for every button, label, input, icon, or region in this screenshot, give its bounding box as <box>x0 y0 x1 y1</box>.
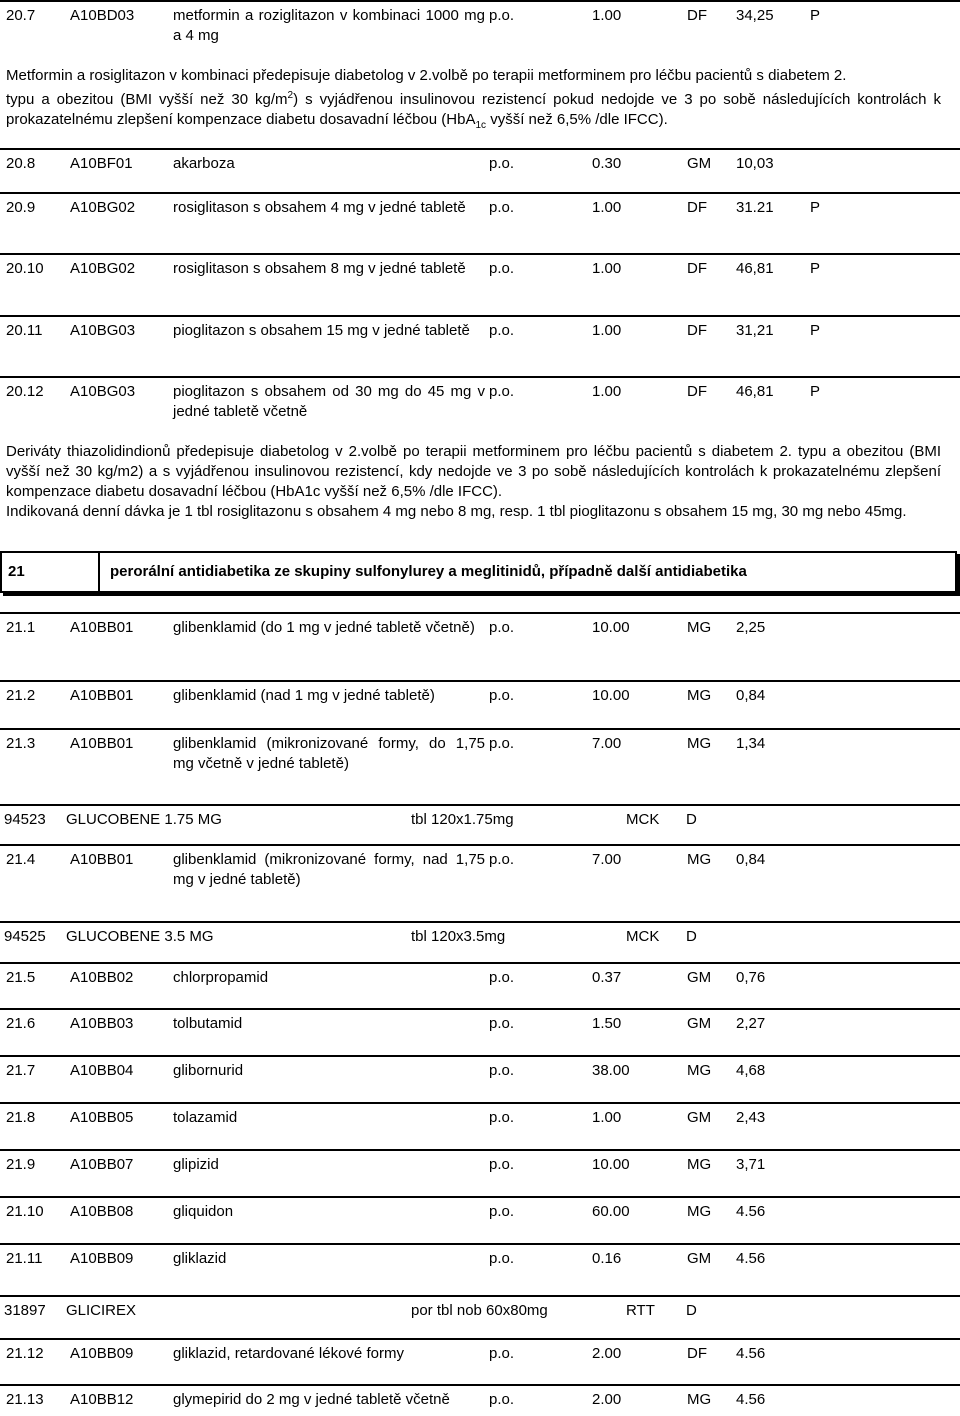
route: p.o. <box>489 322 515 339</box>
note-sup: 2 <box>287 90 294 101</box>
ddd-value: 2.00 <box>592 1391 622 1408</box>
substance-name: glipizid <box>173 1156 219 1173</box>
ddd-value: 7.00 <box>592 851 622 868</box>
note-thiazolidindiones <box>6 442 941 522</box>
table-row <box>0 192 960 242</box>
product-form: por tbl nob 60x80mg <box>411 1302 548 1319</box>
price: 2,25 <box>736 619 766 636</box>
note-text: ) s vyjádřenou insulinovou rezistencí pokud nedojde ve 3 po sobě následujících kontrolách k prokazatelnému zlepšení kompenzace diabetu dosavadní léčbou (HbA <box>6 91 941 128</box>
ddd-unit: GM <box>687 1250 712 1267</box>
substance-name: gliklazid <box>173 1250 227 1267</box>
product-row <box>0 921 960 961</box>
route: p.o. <box>489 969 515 986</box>
note-paragraph: Deriváty thiazolidindionů předepisuje diabetolog v 2.volbě po terapii metforminem pro léčbu pacientů s diabetem 2. typu a obezitou (BMI vyšší než 30 kg/m2) a s vyjádřenou insulinovou rezistencí, kdy nedojde ve 3 po sobě následujících kontrolách k prokazatelnému zlepšení kompenzace diabetu dosavadní léčbou (HbA1c vyšší než 6,5% /dle IFCC). <box>6 443 941 500</box>
price: 2,27 <box>736 1015 766 1032</box>
table-row <box>0 612 960 662</box>
ddd-unit: DF <box>687 1345 707 1362</box>
price: 4.56 <box>736 1250 766 1267</box>
ddd-value: 1.00 <box>592 383 622 400</box>
row-number: 21.2 <box>6 687 36 704</box>
table-row <box>0 253 960 303</box>
row-number: 20.10 <box>6 260 44 277</box>
table-row <box>0 376 960 426</box>
table-row <box>0 1196 960 1236</box>
ddd-unit: MG <box>687 1203 712 1220</box>
row-number: 20.11 <box>6 322 43 339</box>
table-row <box>0 1008 960 1048</box>
table-row <box>0 1149 960 1189</box>
payment-flag: P <box>810 199 821 216</box>
ddd-value: 1.00 <box>592 260 622 277</box>
ddd-unit: MG <box>687 687 712 704</box>
substance-name: metformin a roziglitazon v kombinaci 1000 mg a 4 mg <box>173 7 485 44</box>
price: 4.56 <box>736 1203 766 1220</box>
product-source: MCK <box>626 811 660 828</box>
price: 46,81 <box>736 383 774 400</box>
ddd-unit: MG <box>687 851 712 868</box>
product-row <box>0 804 960 844</box>
route: p.o. <box>489 1109 515 1126</box>
note-paragraph: Indikovaná denní dávka je 1 tbl rosiglitazonu s obsahem 4 mg nebo 8 mg, resp. 1 tbl pioglitazonu s obsahem 15 mg, 30 mg nebo 45mg. <box>6 503 907 520</box>
product-type: D <box>686 811 697 828</box>
section-number: 21 <box>8 563 25 580</box>
row-number: 20.7 <box>6 7 36 24</box>
substance-name: tolazamid <box>173 1109 238 1126</box>
substance-name: pioglitazon s obsahem od 30 mg do 45 mg v jedné tabletě včetně <box>173 383 485 420</box>
row-number: 21.13 <box>6 1391 44 1408</box>
route: p.o. <box>489 199 515 216</box>
atc-code: A10BG03 <box>70 383 136 400</box>
payment-flag: P <box>810 260 821 277</box>
route: p.o. <box>489 1156 515 1173</box>
ddd-unit: MG <box>687 1156 712 1173</box>
row-number: 21.12 <box>6 1345 44 1362</box>
ddd-unit: MG <box>687 1391 712 1408</box>
atc-code: A10BD03 <box>70 7 135 24</box>
price: 0,84 <box>736 851 766 868</box>
atc-code: A10BB09 <box>70 1345 134 1362</box>
atc-code: A10BB01 <box>70 687 134 704</box>
table-row <box>0 1338 960 1378</box>
atc-code: A10BB03 <box>70 1015 134 1032</box>
product-form: tbl 120x1.75mg <box>411 811 514 828</box>
section-title: perorální antidiabetika ze skupiny sulfonylurey a meglitinidů, případně další antidiabetika <box>110 563 747 580</box>
price: 0,84 <box>736 687 766 704</box>
product-name: GLUCOBENE 3.5 MG <box>66 928 214 945</box>
substance-name: glibenklamid (mikronizované formy, do 1,75 mg včetně v jedné tabletě) <box>173 735 485 772</box>
ddd-unit: DF <box>687 199 707 216</box>
substance-name: glibornurid <box>173 1062 244 1079</box>
table-row <box>0 0 960 50</box>
ddd-value: 0.37 <box>592 969 622 986</box>
route: p.o. <box>489 1203 515 1220</box>
substance-name: pioglitazon s obsahem 15 mg v jedné tabletě <box>173 322 470 339</box>
price: 0,76 <box>736 969 766 986</box>
atc-code: A10BG03 <box>70 322 136 339</box>
price: 31,21 <box>736 322 774 339</box>
atc-code: A10BF01 <box>70 155 133 172</box>
atc-code: A10BB08 <box>70 1203 134 1220</box>
product-row <box>0 1295 960 1335</box>
route: p.o. <box>489 735 515 752</box>
substance-name: glibenklamid (do 1 mg v jedné tabletě včetně) <box>173 619 475 636</box>
substance-name: chlorpropamid <box>173 969 269 986</box>
row-number: 20.8 <box>6 155 36 172</box>
product-code: 31897 <box>4 1302 46 1319</box>
atc-code: A10BB07 <box>70 1156 134 1173</box>
product-name: GLICIREX <box>66 1302 137 1319</box>
ddd-value: 0.16 <box>592 1250 622 1267</box>
note-text: typu a obezitou (BMI vyšší než 30 kg/m <box>6 91 288 108</box>
note-metformin <box>6 66 941 136</box>
product-code: 94523 <box>4 811 46 828</box>
table-row <box>0 315 960 365</box>
price: 4.56 <box>736 1345 766 1362</box>
substance-name: rosiglitason s obsahem 4 mg v jedné tabletě <box>173 199 466 216</box>
atc-code: A10BB04 <box>70 1062 134 1079</box>
substance-name: gliquidon <box>173 1203 234 1220</box>
route: p.o. <box>489 851 515 868</box>
product-code: 94525 <box>4 928 46 945</box>
ddd-value: 10.00 <box>592 1156 630 1173</box>
table-row <box>0 962 960 1002</box>
ddd-value: 38.00 <box>592 1062 630 1079</box>
row-number: 21.5 <box>6 969 36 986</box>
section-header <box>0 551 957 593</box>
ddd-value: 2.00 <box>592 1345 622 1362</box>
atc-code: A10BB01 <box>70 735 134 752</box>
ddd-unit: GM <box>687 1015 712 1032</box>
route: p.o. <box>489 1250 515 1267</box>
row-number: 20.12 <box>6 383 44 400</box>
atc-code: A10BB01 <box>70 619 134 636</box>
substance-name: akarboza <box>173 155 235 172</box>
ddd-value: 10.00 <box>592 619 630 636</box>
price: 2,43 <box>736 1109 766 1126</box>
note-text: vyšší než 6,5% /dle IFCC). <box>486 111 668 128</box>
table-row <box>0 680 960 720</box>
ddd-value: 1.00 <box>592 199 622 216</box>
ddd-value: 0.30 <box>592 155 622 172</box>
table-row <box>0 1384 960 1416</box>
route: p.o. <box>489 619 515 636</box>
payment-flag: P <box>810 7 821 24</box>
atc-code: A10BG02 <box>70 260 136 277</box>
ddd-value: 1.00 <box>592 1109 622 1126</box>
row-number: 21.8 <box>6 1109 36 1126</box>
note-sub: 1c <box>475 120 487 131</box>
ddd-unit: MG <box>687 735 712 752</box>
substance-name: rosiglitason s obsahem 8 mg v jedné tabletě <box>173 260 466 277</box>
ddd-unit: DF <box>687 7 707 24</box>
route: p.o. <box>489 383 515 400</box>
price: 46,81 <box>736 260 774 277</box>
atc-code: A10BB12 <box>70 1391 134 1408</box>
row-number: 21.4 <box>6 851 36 868</box>
ddd-value: 1.00 <box>592 322 622 339</box>
row-number: 21.11 <box>6 1250 43 1267</box>
substance-name: tolbutamid <box>173 1015 243 1032</box>
route: p.o. <box>489 687 515 704</box>
ddd-unit: DF <box>687 383 707 400</box>
ddd-value: 7.00 <box>592 735 622 752</box>
price: 3,71 <box>736 1156 766 1173</box>
ddd-unit: DF <box>687 260 707 277</box>
table-row <box>0 148 960 188</box>
route: p.o. <box>489 1345 515 1362</box>
row-number: 21.6 <box>6 1015 36 1032</box>
payment-flag: P <box>810 383 821 400</box>
table-row <box>0 844 960 894</box>
substance-name: glymepirid do 2 mg v jedné tabletě včetně <box>173 1391 450 1408</box>
ddd-value: 10.00 <box>592 687 630 704</box>
table-row <box>0 728 960 778</box>
note-line: Metformin a rosiglitazon v kombinaci předepisuje diabetolog v 2.volbě po terapii metforminem pro léčbu pacientů s diabetem 2. <box>6 67 847 84</box>
row-number: 21.9 <box>6 1156 36 1173</box>
table-row <box>0 1243 960 1283</box>
price: 10,03 <box>736 155 774 172</box>
row-number: 21.3 <box>6 735 36 752</box>
ddd-value: 1.50 <box>592 1015 622 1032</box>
route: p.o. <box>489 1015 515 1032</box>
substance-name: gliklazid, retardované lékové formy <box>173 1345 404 1362</box>
substance-name: glibenklamid (mikronizované formy, nad 1,75 mg v jedné tabletě) <box>173 851 485 888</box>
row-number: 21.7 <box>6 1062 36 1079</box>
atc-code: A10BB05 <box>70 1109 134 1126</box>
ddd-unit: GM <box>687 155 712 172</box>
route: p.o. <box>489 7 515 24</box>
price: 4.56 <box>736 1391 766 1408</box>
product-source: RTT <box>626 1302 655 1319</box>
route: p.o. <box>489 1062 515 1079</box>
price: 31.21 <box>736 199 774 216</box>
row-number: 21.10 <box>6 1203 44 1220</box>
product-type: D <box>686 1302 697 1319</box>
price: 1,34 <box>736 735 766 752</box>
substance-name: glibenklamid (nad 1 mg v jedné tabletě) <box>173 687 435 704</box>
table-row <box>0 1055 960 1095</box>
price: 34,25 <box>736 7 774 24</box>
payment-flag: P <box>810 322 821 339</box>
row-number: 20.9 <box>6 199 36 216</box>
ddd-unit: DF <box>687 322 707 339</box>
ddd-unit: GM <box>687 1109 712 1126</box>
row-number: 21.1 <box>6 619 36 636</box>
product-form: tbl 120x3.5mg <box>411 928 506 945</box>
atc-code: A10BG02 <box>70 199 136 216</box>
section-divider <box>98 553 100 591</box>
ddd-value: 1.00 <box>592 7 622 24</box>
product-type: D <box>686 928 697 945</box>
ddd-value: 60.00 <box>592 1203 630 1220</box>
ddd-unit: MG <box>687 619 712 636</box>
ddd-unit: GM <box>687 969 712 986</box>
ddd-unit: MG <box>687 1062 712 1079</box>
route: p.o. <box>489 155 515 172</box>
route: p.o. <box>489 1391 515 1408</box>
table-row <box>0 1102 960 1142</box>
route: p.o. <box>489 260 515 277</box>
product-source: MCK <box>626 928 660 945</box>
atc-code: A10BB01 <box>70 851 134 868</box>
price: 4,68 <box>736 1062 766 1079</box>
product-name: GLUCOBENE 1.75 MG <box>66 811 222 828</box>
atc-code: A10BB02 <box>70 969 134 986</box>
atc-code: A10BB09 <box>70 1250 134 1267</box>
